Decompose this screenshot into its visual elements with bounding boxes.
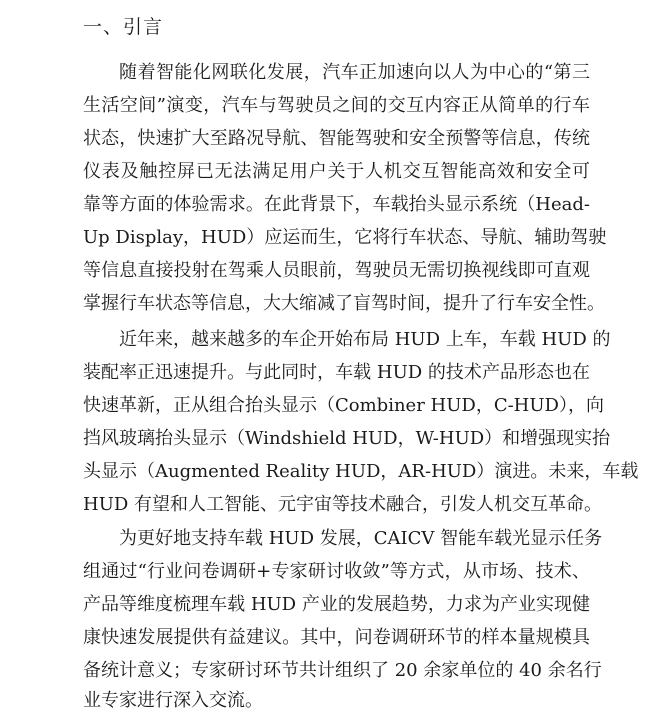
- paragraph-3-line-6: 业专家进行深入交流。: [83, 690, 263, 711]
- paragraph-1-line-3: 状态，快速扩大至路况导航、智能驾驶和安全预警等信息，传统: [83, 128, 590, 149]
- paragraph-1-line-8: 掌握行车状态等信息，大大缩减了盲驾时间，提升了行车安全性。: [83, 293, 605, 314]
- paragraph-1-line-6: Up Display，HUD）应运而生，它将行车状态、导航、辅助驾驶: [83, 227, 607, 248]
- paragraph-1-line-2: 生活空间”演变，汽车与驾驶员之间的交互内容正从简单的行车: [83, 95, 590, 116]
- paragraph-1-line-7: 等信息直接投射在驾乘人员眼前，驾驶员无需切换视线即可直观: [83, 260, 590, 281]
- paragraph-2-line-1: 近年来，越来越多的车企开始布局 HUD 上车，车载 HUD 的: [119, 329, 611, 350]
- paragraph-3-line-4: 康快速发展提供有益建议。其中，问卷调研环节的样本量规模具: [83, 627, 590, 648]
- paragraph-2-line-6: HUD 有望和人工智能、元宇宙等技术融合，引发人机交互革命。: [83, 494, 603, 515]
- paragraph-2-line-3: 快速革新，正从组合抬头显示（Combiner HUD，C-HUD），向: [83, 395, 604, 416]
- section-heading: 一、引言: [83, 16, 164, 38]
- paragraph-2-line-5: 头显示（Augmented Reality HUD，AR-HUD）演进。未来，车载: [83, 461, 639, 482]
- paragraph-3-line-5: 备统计意义；专家研讨环节共计组织了 20 余家单位的 40 余名行: [83, 660, 602, 681]
- paragraph-3-line-3: 产品等维度梳理车载 HUD 产业的发展趋势，力求为产业实现健: [83, 594, 590, 615]
- paragraph-2-line-2: 装配率正迅速提升。与此同时，车载 HUD 的技术产品形态也在: [83, 362, 590, 383]
- paragraph-3-line-2: 组通过“行业问卷调研+专家研讨收敛”等方式，从市场、技术、: [83, 561, 590, 582]
- paragraph-1-line-1: 随着智能化网联化发展，汽车正加速向以人为中心的“第三: [119, 62, 590, 83]
- paragraph-2-line-4: 挡风玻璃抬头显示（Windshield HUD，W-HUD）和增强现实抬: [83, 428, 611, 449]
- paragraph-1-line-5: 靠等方面的体验需求。在此背景下，车载抬头显示系统（Head-: [83, 194, 590, 215]
- paragraph-3-line-1: 为更好地支持车载 HUD 发展，CAICV 智能车载光显示任务: [119, 528, 603, 549]
- paragraph-1-line-4: 仪表及触控屏已无法满足用户关于人机交互智能高效和安全可: [83, 161, 590, 182]
